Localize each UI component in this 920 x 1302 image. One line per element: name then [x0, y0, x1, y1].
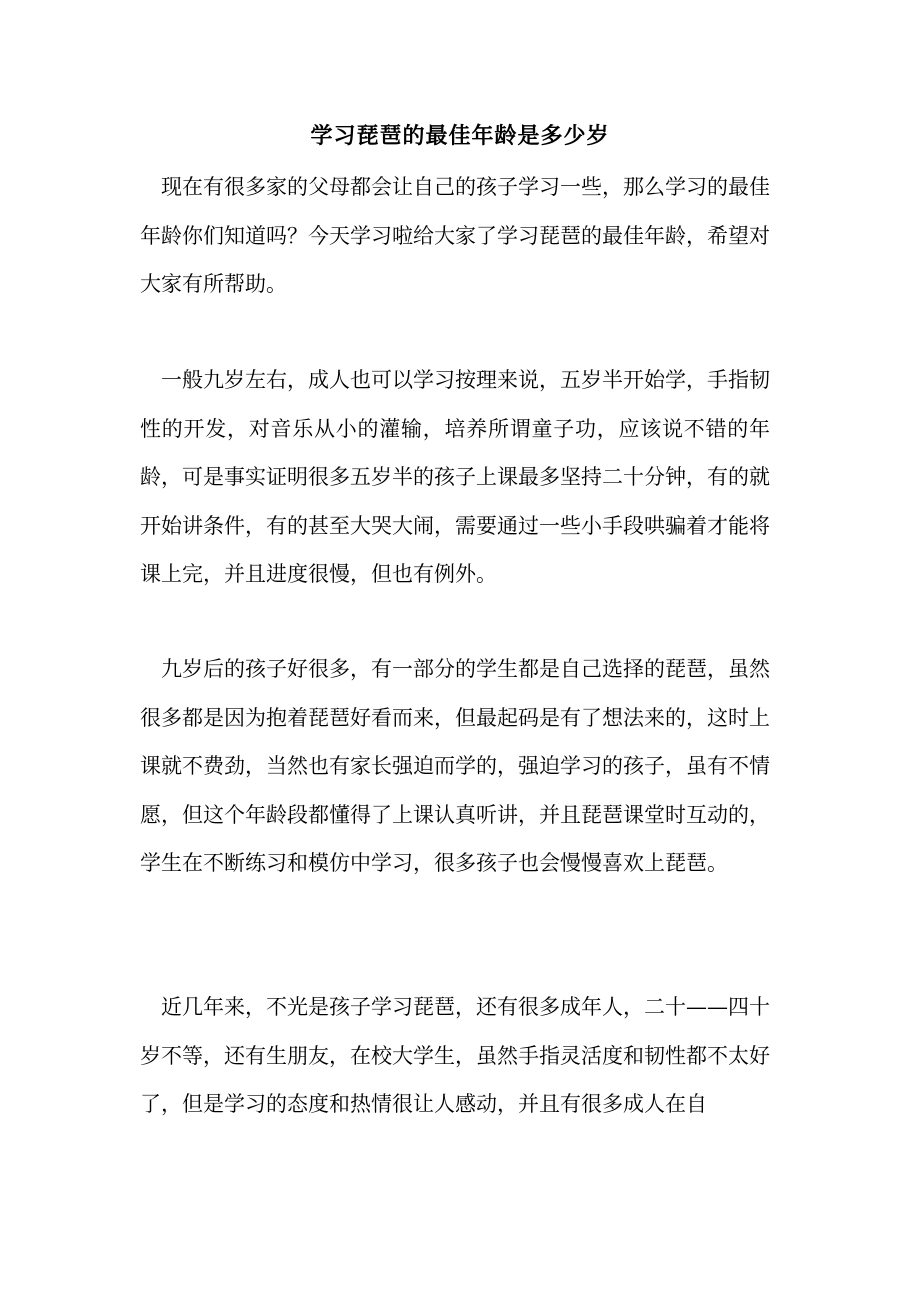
paragraph-intro: 现在有很多家的父母都会让自己的孩子学习一些，那么学习的最佳年龄你们知道吗？今天学习啦给大家了学习琵琶的最佳年龄，希望对大家有所帮助。	[140, 175, 770, 296]
document-title: 学习琵琶的最佳年龄是多少岁	[310, 123, 610, 149]
paragraph-age-nine: 一般九岁左右，成人也可以学习按理来说，五岁半开始学，手指韧性的开发，对音乐从小的灌输，培养所谓童子功，应该说不错的年龄，可是事实证明很多五岁半的孩子上课最多坚持二十分钟，有的就开始讲条件，有的甚至大哭大闹，需要通过一些小手段哄骗着才能将课上完，并且进度很慢，但也有例外。	[140, 368, 770, 586]
paragraph-after-nine: 九岁后的孩子好很多，有一部分的学生都是自己选择的琵琶，虽然很多都是因为抱着琵琶好看而来，但最起码是有了想法来的，这时上课就不费劲，当然也有家长强迫而学的，强迫学习的孩子，虽有不情愿，但这个年龄段都懂得了上课认真听讲，并且琵琶课堂时互动的，学生在不断练习和模仿中学习，很多孩子也会慢慢喜欢上琵琶。	[140, 657, 770, 875]
paragraph-adults: 近几年来，不光是孩子学习琵琶，还有很多成年人，二十——四十岁不等，还有生朋友，在校大学生，虽然手指灵活度和韧性都不太好了，但是学习的态度和热情很让人感动，并且有很多成人在自	[140, 995, 770, 1116]
